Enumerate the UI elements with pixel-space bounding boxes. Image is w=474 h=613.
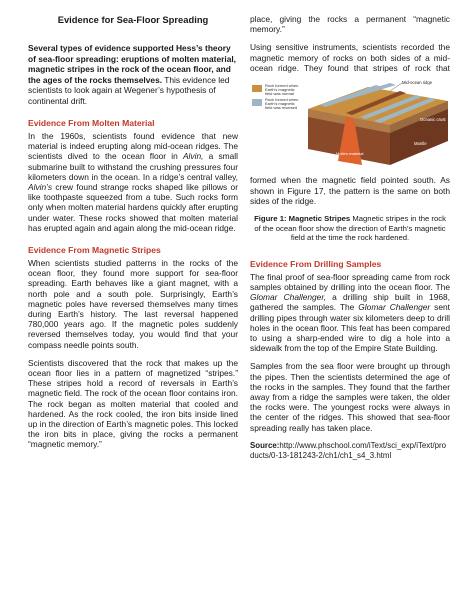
magnetic-paragraph-1: When scientists studied patterns in the rocks of the ocean floor, they found more support for sea-floor spreading. Earth behaves like a giant magnet, with a north pole and a south pole. Surprisingly, Earth’s magnetic poles have reversed themselves many times during Earth’s history. The last reversal happened 780,000 years ago. If the magnetic poles suddenly reversed themselves today, you would find that your compass needle points south. bbox=[28, 258, 238, 350]
legend-reversed-swatch bbox=[252, 99, 262, 106]
source-url-link[interactable]: http://www.phschool.com/iText/sci_exp/iText/products/0-13-181243-2/ch1/ch1_s4_3.html bbox=[250, 440, 447, 460]
source-label: Source: bbox=[250, 440, 280, 450]
drilling-text-3: sent drilling pipes through water six kilometers deep to drill holes in the ocean floor. This feat has been compared to using a sharp-ended wire to dig a hole into a sidewalk from the top of the Empire State Building. bbox=[250, 302, 450, 354]
drilling-text-2: a drilling ship built in 1968, gathered the samples. The bbox=[250, 292, 450, 313]
magnetic-paragraph-3: Using sensitive instruments, scientists recorded the magnetic memory of rocks on both sides of a mid-ocean ridge. They found that stripes of rock that bbox=[250, 42, 450, 73]
left-column bbox=[28, 0, 238, 450]
molten-text-1: In the 1960s, scientists found evidence that new material is indeed erupting along mid-ocean ridges. The scientists dived to the ocean floor in bbox=[28, 131, 238, 162]
label-oceanic-crust: Oceanic crust bbox=[420, 117, 446, 123]
glomar-italic-2: Glomar Challenger bbox=[358, 302, 431, 313]
source-citation bbox=[250, 441, 450, 461]
molten-text-3: crew found strange rocks shaped like pillows or like toothpaste squeezed from a tube. Such rocks form only when molten material hardens quickly after erupting under water. These rocks showed that molten material has erupted again and again along the mid-ocean ridge. bbox=[28, 182, 238, 233]
intro-bold-text: Several types of evidence supported Hess’s theory of sea-floor spreading: eruptions of molten material, magnetic stripes in the rock of the ocean floor, and the ages of the rocks themselves. bbox=[28, 43, 237, 85]
drilling-paragraph-1 bbox=[250, 272, 450, 354]
figure-caption-label: Figure 1: Magnetic Stripes bbox=[254, 214, 351, 224]
molten-paragraph bbox=[28, 131, 238, 233]
molten-heading: Evidence From Molten Material bbox=[28, 118, 155, 128]
magnetic-paragraph-3-continued: formed when the magnetic field pointed south. As shown in Figure 17, the pattern is the same on both sides of the ridge. bbox=[250, 175, 450, 206]
magnetic-paragraph-2-continued: place, giving the rocks a permanent “magnetic memory.” bbox=[250, 14, 450, 35]
legend-normal-swatch bbox=[252, 85, 262, 92]
magnetic-heading: Evidence From Magnetic Stripes bbox=[28, 245, 161, 256]
magnetic-stripes-figure bbox=[250, 79, 450, 171]
drilling-paragraph-2: Samples from the sea floor were brought up through the pipes. Then the scientists determined the age of the rocks in the samples. They found that the farther away from a ridge the samples were taken, the older the rocks were. The youngest rocks were always in the center of the ridges. This showed that sea-floor spreading really has taken place. bbox=[250, 361, 450, 433]
drilling-heading: Evidence From Drilling Samples bbox=[250, 258, 382, 269]
label-mid-ocean-ridge: Mid-ocean ridge bbox=[402, 80, 433, 86]
legend-normal-label: Rock formed when Earth's magnetic field was normal bbox=[265, 83, 299, 97]
glomar-italic-1: Glomar Challenger, bbox=[250, 292, 326, 303]
intro-text: This evidence led scientists to look again at Wegener’s hypothesis of continental drift. bbox=[28, 74, 230, 106]
figure-caption bbox=[250, 214, 450, 243]
legend-reversed-label: Rock formed when Earth's magnetic field was reversed bbox=[265, 97, 299, 111]
label-molten-material: Molten material bbox=[336, 151, 364, 157]
intro-paragraph bbox=[28, 43, 238, 106]
page-title: Evidence for Sea-Floor Spreading bbox=[57, 14, 209, 25]
figure-caption-text: Magnetic stripes in the rock of the ocean floor show the direction of Earth’s magnetic field at the time the rock hardened. bbox=[254, 214, 446, 243]
drilling-text-1: The final proof of sea-floor spreading came from rock samples obtained by drilling into the ocean floor. The bbox=[250, 271, 450, 292]
right-column bbox=[250, 0, 450, 460]
magnetic-paragraph-2: Scientists discovered that the rock that makes up the ocean floor lies in a pattern of magnetized “stripes.” These stripes hold a record of reversals in Earth’s magnetic field. The rock of the ocean floor contains iron. The rock began as molten material that cooled and hardened. As the rock cooled, the iron bits inside lined up in the direction of Earth’s magnetic poles. This locked the iron bits in place, giving the rocks a permanent “magnetic memory.” bbox=[28, 357, 238, 450]
alvins-italic: Alvin’s bbox=[28, 182, 53, 193]
molten-text-2: a small submarine built to withstand the crushing pressures four kilometers down in the ocean. In a ridge’s central valley, bbox=[28, 151, 238, 182]
label-mantle: Mantle bbox=[414, 141, 427, 147]
sea-floor-diagram bbox=[250, 79, 450, 171]
alvin-italic: Alvin, bbox=[182, 151, 204, 162]
